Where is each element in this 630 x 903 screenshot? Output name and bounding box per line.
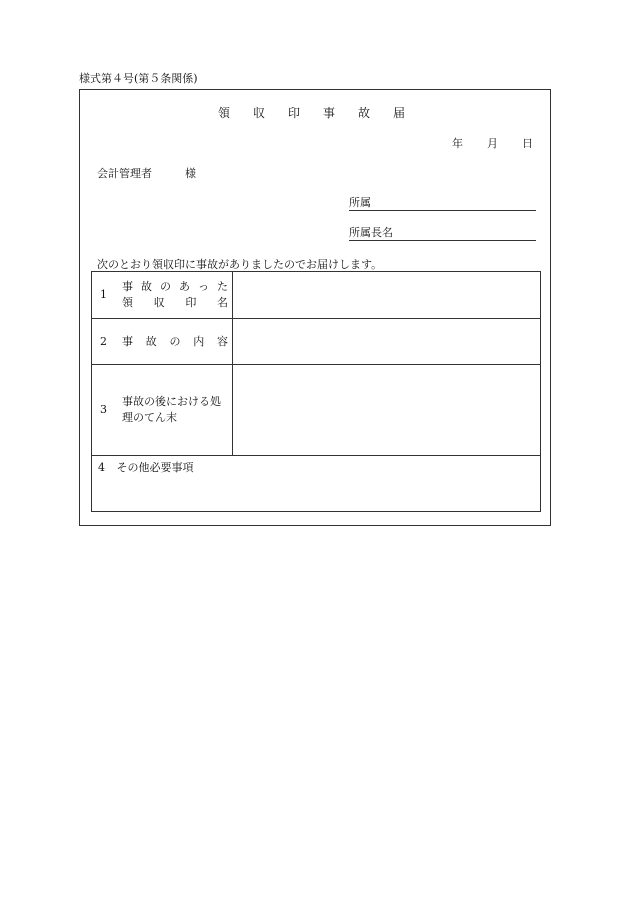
- label-char: の: [169, 334, 181, 348]
- label-line: [122, 295, 228, 311]
- label-line: [122, 279, 228, 295]
- intro-text: 次のとおり領収印に事故がありましたのでお届けします。: [97, 258, 383, 271]
- row-label-cell: [92, 319, 233, 365]
- row-label-text: [122, 334, 228, 350]
- row-label-text: [122, 394, 228, 426]
- title-char: 収: [253, 106, 266, 120]
- addressee-suffix: 様: [185, 167, 196, 180]
- stamp-name-input-cell[interactable]: [233, 272, 541, 319]
- title-char: 故: [358, 106, 371, 120]
- other-matters-cell[interactable]: [92, 456, 541, 512]
- label-char: 事: [122, 280, 133, 293]
- row-label-cell: [92, 272, 233, 319]
- accident-content-input-cell[interactable]: [233, 319, 541, 365]
- date-month-label: 月: [487, 137, 498, 150]
- label-char: の: [160, 280, 171, 293]
- label-char: 領: [122, 296, 133, 309]
- form-number-label: 様式第４号(第５条関係): [79, 72, 198, 85]
- label-line: [122, 334, 228, 350]
- table-row: [92, 456, 541, 512]
- row-number: 4: [98, 461, 105, 474]
- table-row: [92, 272, 541, 319]
- title-char: 領: [218, 106, 231, 120]
- label-char: 容: [217, 334, 228, 348]
- document-title: [218, 105, 428, 121]
- row-number: 2: [100, 334, 107, 348]
- label-char: 内: [193, 334, 205, 348]
- title-char: 届: [393, 106, 406, 120]
- table-row: [92, 365, 541, 456]
- label-char: っ: [198, 280, 209, 293]
- title-char: 事: [323, 106, 336, 120]
- after-handling-input-cell[interactable]: [233, 365, 541, 456]
- label-line: 事故の後における処: [122, 395, 221, 408]
- addressee: [97, 167, 196, 181]
- table-row: [92, 319, 541, 365]
- date-day-label: 日: [522, 137, 533, 150]
- row-label-cell: [92, 365, 233, 456]
- label-char: あ: [179, 280, 190, 293]
- affiliation-field[interactable]: [349, 196, 536, 211]
- affiliation-label: 所属: [349, 196, 371, 209]
- head-name-label: 所属長名: [349, 226, 393, 239]
- row-number: 3: [100, 403, 107, 416]
- label-char: 故: [145, 334, 157, 348]
- label-char: 事: [122, 334, 133, 348]
- accident-report-table: [91, 271, 541, 512]
- label-char: 名: [216, 296, 228, 309]
- label-char: 故: [141, 280, 152, 293]
- head-name-field[interactable]: [349, 226, 536, 241]
- addressee-name: 会計管理者: [97, 167, 152, 180]
- label-char: 収: [153, 296, 165, 309]
- other-matters-label: その他必要事項: [116, 461, 194, 474]
- date-line: [452, 137, 533, 151]
- label-char: 印: [185, 296, 197, 309]
- row-number: 1: [100, 288, 107, 301]
- row-label-text: [122, 279, 228, 311]
- label-line: 理のてん末: [122, 411, 177, 424]
- title-char: 印: [288, 106, 301, 120]
- label-char: た: [217, 280, 228, 293]
- date-year-label: 年: [452, 137, 463, 150]
